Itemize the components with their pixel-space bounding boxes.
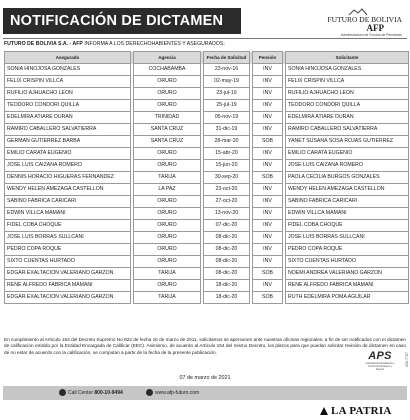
cell-solicitante: SIXTO CUENTAS HURTADO (286, 256, 409, 268)
cell-pension: INV (253, 100, 283, 112)
table-row (5, 88, 409, 100)
cell-fecha: 13-nov-20 (204, 208, 250, 220)
logo-name: FUTURO DE BOLIVIA (327, 15, 402, 24)
cell-asegurado: WENDY HELEN AMEZAGA CASTELLON (5, 184, 131, 196)
cell-asegurado: SONIA HINOJOSA GONZALES (5, 64, 131, 76)
cell-pension: INV (253, 220, 283, 232)
cell-asegurado: SIXTO CUENTAS HURTADO (5, 256, 131, 268)
cell-pension: INV (253, 88, 283, 100)
cell-solicitante: EDELMIRA ATIARE DURAN (286, 112, 409, 124)
cell-pension: INV (253, 76, 283, 88)
cell-asegurado: EDWIN VILLCA MAMANI (5, 208, 131, 220)
cell-agencia: ORURO (134, 244, 201, 256)
cell-fecha: 08-dic-20 (204, 244, 250, 256)
cell-fecha: 25-jul-19 (204, 100, 250, 112)
cell-solicitante: RENE ALFREDO FABRICA MAMANI (286, 280, 409, 292)
cell-solicitante: EDWIN VILLCA MAMANI (286, 208, 409, 220)
dictamen-table (4, 51, 409, 304)
publication-date: 07 de marzo de 2021 (179, 375, 231, 381)
cell-solicitante: RUFILIO AJHUACHO LEON (286, 88, 409, 100)
cell-agencia: ORURO (134, 100, 201, 112)
table-row (5, 232, 409, 244)
cell-fecha: 08-dic-20 (204, 232, 250, 244)
newspaper-logo (320, 405, 392, 417)
table-row (5, 280, 409, 292)
call-center-label: Call Center (68, 390, 95, 396)
cell-asegurado: EDGAR EXALTACION VALERIANO GARZON (5, 268, 131, 280)
aps-name: APS (368, 350, 392, 362)
cell-agencia: ORURO (134, 148, 201, 160)
table-row (5, 100, 409, 112)
cell-pension: SOB (253, 136, 283, 148)
cell-fecha: 23-nov-16 (204, 64, 250, 76)
table-row (5, 112, 409, 124)
cell-fecha: 27-oct-20 (204, 196, 250, 208)
futuro-logo (290, 6, 406, 36)
cell-asegurado: JOSE LUIS BORRAS SULLCANI (5, 232, 131, 244)
side-code: 035-7767 (405, 352, 409, 368)
call-center (59, 389, 123, 397)
cell-agencia: SANTA CRUZ (134, 124, 201, 136)
cell-fecha: 02-may-19 (204, 76, 250, 88)
cell-pension: SOB (253, 268, 283, 280)
table-header-row (5, 52, 409, 64)
header-fecha: Fecha de Solicitud (204, 52, 250, 64)
cell-solicitante: NOEMI ANDREA VALERIANO GARZON (286, 268, 409, 280)
cell-fecha: 18-dic-20 (204, 280, 250, 292)
cell-fecha: 08-dic-20 (204, 268, 250, 280)
cell-pension: INV (253, 160, 283, 172)
cell-pension: INV (253, 196, 283, 208)
header-agencia: Agencia (134, 52, 201, 64)
cell-asegurado: FELIX CRISPIN VILLCA (5, 76, 131, 88)
aps-subtitle: Autoridad de Fiscalización y Control de Pensiones y Seguros (365, 363, 395, 371)
cell-agencia: COCHABAMBA (134, 64, 201, 76)
cell-pension: INV (253, 64, 283, 76)
logo-subtitle: Administradora de Fondos de Pensiones (340, 33, 402, 37)
cell-pension: INV (253, 112, 283, 124)
phone-icon (59, 389, 66, 396)
cell-agencia: ORURO (134, 208, 201, 220)
page-title: NOTIFICACIÓN DE DICTAMEN (3, 8, 241, 34)
cell-solicitante: WENDY HELEN AMEZAGA CASTELLON (286, 184, 409, 196)
table-row (5, 220, 409, 232)
cell-agencia: ORURO (134, 160, 201, 172)
table-row (5, 148, 409, 160)
cell-asegurado: EMILIO CARATA EUGENIO (5, 148, 131, 160)
cell-agencia: ORURO (134, 220, 201, 232)
cell-asegurado: RENE ALFREDO FABRICA MAMANI (5, 280, 131, 292)
cell-solicitante: FIDEL COBA CHOQUE (286, 220, 409, 232)
aps-logo (364, 350, 396, 384)
header-pension: Pensión (253, 52, 283, 64)
cell-fecha: 15-jun-20 (204, 160, 250, 172)
cell-pension: INV (253, 148, 283, 160)
cell-asegurado: FIDEL COBA CHOQUE (5, 220, 131, 232)
cell-solicitante: PAOLA CECILIA BURGOS GONZALES (286, 172, 409, 184)
cell-pension: INV (253, 244, 283, 256)
website[interactable] (146, 389, 199, 397)
cell-asegurado: EDELMIRA ATIARE DURAN (5, 112, 131, 124)
table-row (5, 208, 409, 220)
cell-agencia: ORURO (134, 196, 201, 208)
cell-fecha: 30-sep-20 (204, 172, 250, 184)
table-row (5, 184, 409, 196)
cell-solicitante: RUTH EDELMIRA POMA AGUILAR (286, 292, 409, 304)
logo-afp: AFP (366, 23, 384, 33)
cell-agencia: ORURO (134, 88, 201, 100)
cell-solicitante: FELIX CRISPIN VILLCA (286, 76, 409, 88)
cell-agencia: TRINIDAD (134, 112, 201, 124)
cell-agencia: LA PAZ (134, 184, 201, 196)
cell-agencia: SANTA CRUZ (134, 136, 201, 148)
cell-pension: INV (253, 280, 283, 292)
header-asegurado: Asegurado (5, 52, 131, 64)
header (0, 0, 410, 40)
newspaper-name: LA PATRIA (331, 405, 392, 417)
cell-solicitante: JOSE LUIS CAIZANA ROMERO (286, 160, 409, 172)
cell-fecha: 08-dic-20 (204, 256, 250, 268)
cell-fecha: 15-abr-20 (204, 148, 250, 160)
table-row (5, 268, 409, 280)
cell-agencia: TARIJA (134, 172, 201, 184)
cell-agencia: ORURO (134, 280, 201, 292)
cell-agencia: TARIJA (134, 268, 201, 280)
cell-asegurado: PEDRO COPA ROQUE (5, 244, 131, 256)
table-row (5, 244, 409, 256)
cell-fecha: 23-jul-19 (204, 88, 250, 100)
table-body (5, 64, 409, 304)
cell-asegurado: JOSE LUIS CAIZANA ROMERO (5, 160, 131, 172)
cell-pension: INV (253, 124, 283, 136)
cell-solicitante: SONIA HINOJOSA GONZALES (286, 64, 409, 76)
table-row (5, 292, 409, 304)
cell-fecha: 18-dic-20 (204, 292, 250, 304)
table-row (5, 196, 409, 208)
globe-icon (146, 389, 153, 396)
footer-bar (3, 386, 407, 400)
cell-fecha: 05-nov-19 (204, 112, 250, 124)
intro-text (4, 41, 225, 47)
cell-solicitante: YANET SUSANA SOSA ROJAS GUTIERREZ (286, 136, 409, 148)
call-center-number: 800-10-9494 (94, 390, 123, 396)
cell-asegurado: SABINO FABRICA CARICARI (5, 196, 131, 208)
cell-fecha: 07-dic-20 (204, 220, 250, 232)
cell-pension: INV (253, 184, 283, 196)
table-row (5, 136, 409, 148)
cell-solicitante: TEODORO CONDORI QUILLA (286, 100, 409, 112)
cell-fecha: 31-dic-19 (204, 124, 250, 136)
cell-asegurado: RAMIRO CABALLERO SALVATIERRA (5, 124, 131, 136)
cell-pension: SOB (253, 172, 283, 184)
legal-footnote: En cumplimiento al Artículo 153 del Decreto Supremo No 822 de fecha 16 de marzo de 2011, solicitamos se apersonen ante nuestras oficinas regionales, a fin de ser notificados con el dictamen de calificación emitido por la Entidad Encargada de Calificar (EEC). Asimismo, de acuerdo al Artículo 154 del mismo Decreto, los plazos para que puedan solicitar revisión de dictamen en caso de no estar de acuerdo con la calificación, se computan a partir de la fecha de la presente publicación. (4, 337, 406, 355)
cell-asegurado: RUFILIO AJHUACHO LEON (5, 88, 131, 100)
cell-agencia: ORURO (134, 256, 201, 268)
cell-pension: INV (253, 256, 283, 268)
cell-solicitante: PEDRO COPA ROQUE (286, 244, 409, 256)
cell-asegurado: DENNIS HORACIO HIGUERAS FERNANDEZ (5, 172, 131, 184)
cell-pension: INV (253, 208, 283, 220)
newspaper-mark-icon (320, 407, 328, 415)
intro-company: FUTURO DE BOLIVIA S.A. - AFP (4, 41, 83, 47)
cell-agencia: ORURO (134, 232, 201, 244)
header-divider (3, 38, 407, 39)
cell-agencia: ORURO (134, 76, 201, 88)
cell-asegurado: EDGAR EXALTACION VALERIANO GARZON (5, 292, 131, 304)
header-solicitante: Solicitante (286, 52, 409, 64)
table-row (5, 76, 409, 88)
cell-pension: INV (253, 232, 283, 244)
cell-asegurado: TEODORO CONDORI QUILLA (5, 100, 131, 112)
cell-asegurado: GERMAN GUTIERREZ BARBA (5, 136, 131, 148)
cell-solicitante: EMILIO CARATA EUGENIO (286, 148, 409, 160)
cell-agencia: TARIJA (134, 292, 201, 304)
intro-body: INFORMA A LOS DERECHOHABIENTES Y ASEGURADOS: (82, 41, 225, 47)
cell-pension: SOB (253, 292, 283, 304)
cell-solicitante: JOSE LUIS BORRAS SULLCANI (286, 232, 409, 244)
cell-solicitante: SABINO FABRICA CARICARI (286, 196, 409, 208)
table-row (5, 172, 409, 184)
table-row (5, 256, 409, 268)
cell-solicitante: RAMIRO CABALLERO SALVATIERRA (286, 124, 409, 136)
table-row (5, 124, 409, 136)
website-url: www.afp-futuro.com (155, 390, 200, 396)
cell-fecha: 23-oct-20 (204, 184, 250, 196)
cell-fecha: 28-mar-20 (204, 136, 250, 148)
table-row (5, 160, 409, 172)
table-row (5, 64, 409, 76)
